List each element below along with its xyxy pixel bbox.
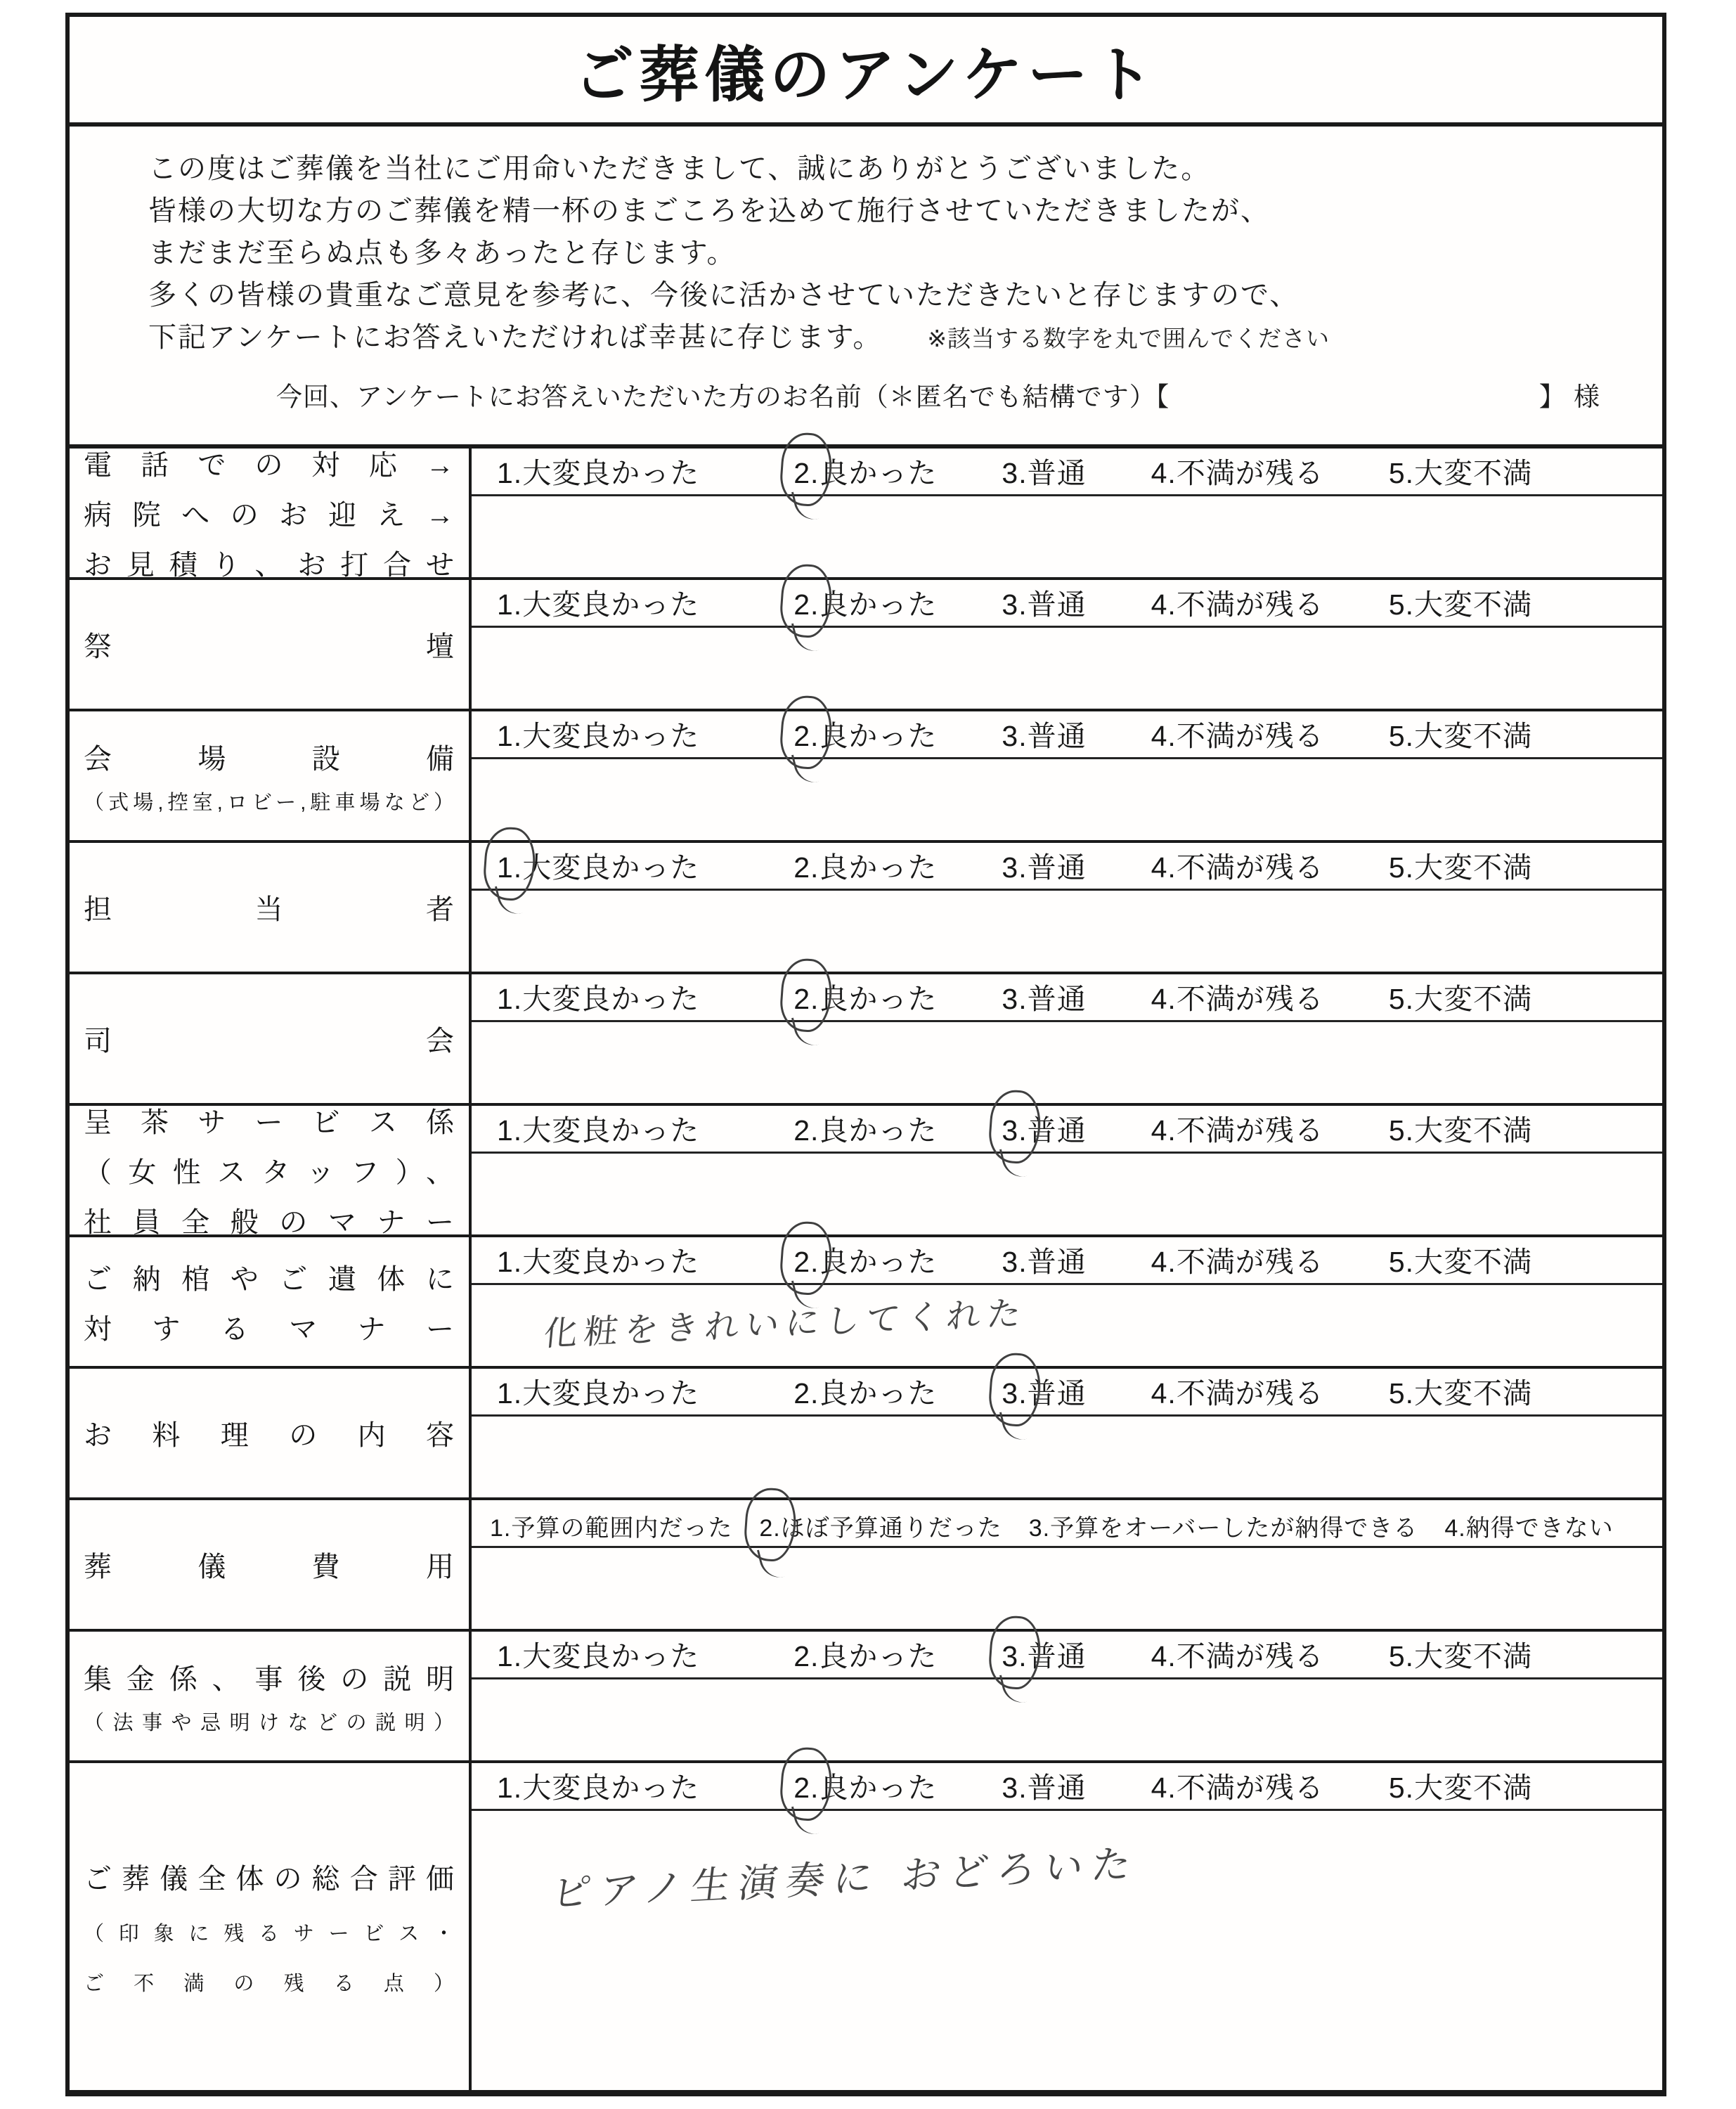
option-tea-service-staff-5 bbox=[1389, 1107, 1532, 1149]
option-meal-content-5 bbox=[1389, 1370, 1532, 1412]
option-text: 良かった bbox=[819, 457, 938, 489]
option-text: 良かった bbox=[819, 720, 938, 752]
option-number: 1. bbox=[497, 1640, 523, 1672]
option-text: 普通 bbox=[1027, 1772, 1087, 1804]
survey-row-altar bbox=[70, 580, 1662, 711]
option-text: 大変不満 bbox=[1414, 588, 1533, 621]
option-funeral-cost-4 bbox=[1444, 1509, 1613, 1543]
row-label-phone-contact bbox=[70, 449, 472, 581]
row-label-line: 葬儀費用 bbox=[84, 1552, 455, 1582]
intro-line: 皆様の大切な方のご葬儀を精一杯のまごころを込めて施行させていただきましたが、 bbox=[148, 195, 1270, 226]
row-answer-altar bbox=[472, 580, 1662, 709]
option-billing-explanation-3 bbox=[1002, 1633, 1086, 1675]
row-label-mc bbox=[70, 974, 472, 1103]
option-altar-1 bbox=[497, 581, 699, 623]
option-billing-explanation-4 bbox=[1151, 1633, 1324, 1675]
option-phone-contact-4 bbox=[1151, 450, 1324, 491]
option-number: 3. bbox=[1002, 457, 1028, 489]
option-text: 大変良かった bbox=[522, 1377, 700, 1410]
row-answer-billing-explanation bbox=[472, 1632, 1662, 1760]
option-number: 1. bbox=[497, 1246, 523, 1278]
option-text: 普通 bbox=[1027, 1377, 1087, 1410]
row-label-line: ご葬儀全体の総合評価 bbox=[84, 1864, 455, 1895]
circled-answer-number: 3. bbox=[1002, 1114, 1028, 1147]
circled-answer-number: 3. bbox=[1002, 1640, 1028, 1672]
option-number: 5. bbox=[1388, 983, 1415, 1015]
option-text: 良かった bbox=[819, 1640, 938, 1672]
option-venue-facilities-3 bbox=[1002, 713, 1086, 754]
option-number: 3. bbox=[1028, 1515, 1051, 1542]
comment-area-tea-service-staff bbox=[472, 1154, 1662, 1234]
option-text: 大変不満 bbox=[1414, 1772, 1533, 1804]
options-line bbox=[472, 711, 1662, 759]
option-mc-2 bbox=[793, 976, 937, 1017]
option-encoffining-manner-2 bbox=[793, 1239, 937, 1280]
option-venue-facilities-5 bbox=[1389, 713, 1532, 754]
survey-table bbox=[70, 449, 1662, 2090]
handwritten-comment: 化粧をきれいにしてくれた bbox=[542, 1294, 1030, 1354]
option-text: 普通 bbox=[1027, 1640, 1087, 1672]
option-overall-evaluation-2 bbox=[793, 1765, 937, 1806]
circled-answer-number: 1. bbox=[497, 851, 523, 884]
option-number: 1. bbox=[497, 983, 523, 1015]
row-answer-venue-facilities bbox=[472, 711, 1662, 840]
option-text: 大変良かった bbox=[522, 983, 700, 1015]
option-text: 良かった bbox=[819, 1246, 938, 1278]
option-altar-4 bbox=[1151, 581, 1324, 623]
option-text: 大変不満 bbox=[1414, 720, 1533, 752]
circled-answer-number: 2. bbox=[793, 1772, 820, 1804]
comment-area-billing-explanation bbox=[472, 1679, 1662, 1760]
row-label-billing-explanation bbox=[70, 1632, 472, 1760]
option-number: 1. bbox=[497, 720, 523, 752]
option-text: 不満が残る bbox=[1176, 1772, 1324, 1804]
option-mc-1 bbox=[497, 976, 699, 1017]
option-number: 3. bbox=[1002, 588, 1028, 621]
option-text: 予算の範囲内だった bbox=[511, 1515, 733, 1542]
option-venue-facilities-4 bbox=[1151, 713, 1324, 754]
option-text: 良かった bbox=[819, 588, 938, 621]
comment-area-meal-content bbox=[472, 1417, 1662, 1497]
options-line bbox=[472, 1632, 1662, 1679]
option-text: 大変不満 bbox=[1414, 1377, 1533, 1410]
option-text: 良かった bbox=[819, 1377, 938, 1410]
row-label-meal-content bbox=[70, 1369, 472, 1497]
handwritten-comment: ピアノ生演奏に おどろいた bbox=[549, 1840, 1142, 1916]
option-text: 良かった bbox=[819, 851, 938, 884]
option-number: 5. bbox=[1388, 457, 1415, 489]
option-text: 大変良かった bbox=[522, 1246, 700, 1278]
option-phone-contact-5 bbox=[1389, 450, 1532, 491]
option-text: 普通 bbox=[1027, 1114, 1087, 1147]
option-number: 4. bbox=[1151, 1114, 1177, 1147]
options-line bbox=[472, 1763, 1662, 1811]
options-line bbox=[472, 1500, 1662, 1548]
option-mc-5 bbox=[1389, 976, 1532, 1017]
option-number: 4. bbox=[1151, 457, 1177, 489]
option-number: 4. bbox=[1151, 1640, 1177, 1672]
options-line bbox=[472, 1106, 1662, 1154]
survey-row-overall-evaluation bbox=[70, 1763, 1662, 2090]
option-number: 1. bbox=[497, 1114, 523, 1147]
option-funeral-cost-2 bbox=[759, 1509, 1002, 1543]
option-altar-3 bbox=[1002, 581, 1086, 623]
option-number: 4. bbox=[1151, 1377, 1177, 1410]
options-line bbox=[472, 843, 1662, 891]
option-person-in-charge-5 bbox=[1389, 844, 1532, 886]
option-tea-service-staff-4 bbox=[1151, 1107, 1324, 1149]
survey-row-venue-facilities bbox=[70, 711, 1662, 843]
row-label-line: 集金係、事後の説明 bbox=[84, 1663, 455, 1695]
option-tea-service-staff-2 bbox=[793, 1107, 937, 1149]
row-label-venue-facilities bbox=[70, 711, 472, 840]
option-text: 不満が残る bbox=[1176, 457, 1324, 489]
row-label-line: お見積り、お打合せ bbox=[84, 550, 455, 581]
option-meal-content-2 bbox=[793, 1370, 937, 1412]
row-answer-person-in-charge bbox=[472, 843, 1662, 972]
option-meal-content-1 bbox=[497, 1370, 699, 1412]
option-meal-content-4 bbox=[1151, 1370, 1324, 1412]
option-number: 5. bbox=[1388, 1114, 1415, 1147]
option-text: 不満が残る bbox=[1176, 1246, 1324, 1278]
row-answer-funeral-cost bbox=[472, 1500, 1662, 1629]
row-label-line: （式場,控室,ロビー,駐車場など） bbox=[84, 791, 455, 814]
survey-row-encoffining-manner bbox=[70, 1237, 1662, 1369]
row-label-line: 会場設備 bbox=[84, 743, 455, 775]
row-label-line: お料理の内容 bbox=[84, 1420, 455, 1451]
row-answer-phone-contact bbox=[472, 449, 1662, 577]
option-meal-content-3 bbox=[1002, 1370, 1086, 1412]
option-funeral-cost-3 bbox=[1029, 1509, 1418, 1543]
option-number: 5. bbox=[1388, 1772, 1415, 1804]
option-billing-explanation-1 bbox=[497, 1633, 699, 1675]
row-label-line: （女性スタッフ）、 bbox=[84, 1157, 455, 1188]
option-altar-2 bbox=[793, 581, 937, 623]
option-phone-contact-1 bbox=[497, 450, 699, 491]
option-number: 5. bbox=[1388, 1377, 1415, 1410]
circled-answer-number: 2. bbox=[793, 1246, 820, 1278]
option-text: 予算をオーバーしたが納得できる bbox=[1050, 1515, 1418, 1542]
option-encoffining-manner-3 bbox=[1002, 1239, 1086, 1280]
options-line bbox=[472, 1237, 1662, 1285]
option-text: 大変良かった bbox=[522, 588, 700, 621]
comment-area-mc bbox=[472, 1022, 1662, 1103]
circled-answer-number: 2. bbox=[793, 457, 820, 489]
row-label-funeral-cost bbox=[70, 1500, 472, 1629]
option-text: 大変良かった bbox=[522, 851, 700, 884]
option-mc-3 bbox=[1002, 976, 1086, 1017]
survey-row-mc bbox=[70, 974, 1662, 1106]
row-label-line: 社員全般のマナー bbox=[84, 1207, 455, 1238]
row-label-line: 対するマナー bbox=[84, 1313, 455, 1345]
options-line bbox=[472, 580, 1662, 628]
option-tea-service-staff-3 bbox=[1002, 1107, 1086, 1149]
option-number: 4. bbox=[1151, 588, 1177, 621]
option-number: 5. bbox=[1388, 720, 1415, 752]
option-tea-service-staff-1 bbox=[497, 1107, 699, 1149]
option-text: 良かった bbox=[819, 1772, 938, 1804]
option-text: ほぼ予算通りだった bbox=[780, 1515, 1002, 1542]
option-number: 5. bbox=[1388, 851, 1415, 884]
intro-line: 多くの皆様の貴重なご意見を参考に、今後に活かさせていただきたいと存じますので、 bbox=[148, 280, 1300, 311]
comment-area-encoffining-manner bbox=[472, 1285, 1662, 1366]
comment-area-overall-evaluation bbox=[472, 1811, 1662, 2090]
survey-row-tea-service-staff bbox=[70, 1106, 1662, 1237]
option-number: 1. bbox=[490, 1515, 512, 1542]
option-text: 大変不満 bbox=[1414, 983, 1533, 1015]
option-number: 1. bbox=[497, 588, 523, 621]
survey-row-phone-contact bbox=[70, 449, 1662, 580]
option-text: 不満が残る bbox=[1176, 983, 1324, 1015]
intro-line: 下記アンケートにお答えいただければ幸甚に存じます。 bbox=[148, 322, 883, 353]
row-answer-mc bbox=[472, 974, 1662, 1103]
options-line bbox=[472, 449, 1662, 496]
option-number: 2. bbox=[793, 1377, 820, 1410]
option-text: 納得できない bbox=[1465, 1515, 1614, 1542]
option-person-in-charge-1 bbox=[497, 844, 699, 886]
intro-line-with-note bbox=[148, 316, 1620, 360]
intro-line: まだまだ至らぬ点も多々あったと存じます。 bbox=[148, 238, 737, 269]
option-number: 4. bbox=[1151, 983, 1177, 1015]
option-billing-explanation-2 bbox=[793, 1633, 937, 1675]
row-label-overall-evaluation bbox=[70, 1763, 472, 2090]
row-answer-meal-content bbox=[472, 1369, 1662, 1497]
option-number: 4. bbox=[1444, 1515, 1466, 1542]
option-text: 大変良かった bbox=[522, 457, 700, 489]
option-venue-facilities-1 bbox=[497, 713, 699, 754]
name-line-prefix: 今回、アンケートにお答えいただいた方のお名前（＊匿名でも結構です）【 bbox=[276, 382, 1170, 411]
option-number: 3. bbox=[1002, 983, 1028, 1015]
row-label-line: （法事や忌明けなどの説明） bbox=[84, 1711, 455, 1734]
option-encoffining-manner-5 bbox=[1389, 1239, 1532, 1280]
row-label-line: 担当者 bbox=[84, 894, 455, 925]
option-number: 1. bbox=[497, 1377, 523, 1410]
option-text: 大変良かった bbox=[522, 720, 700, 752]
survey-title: ご葬儀のアンケート bbox=[574, 41, 1158, 109]
option-overall-evaluation-1 bbox=[497, 1765, 699, 1806]
row-label-line: 祭壇 bbox=[84, 631, 455, 662]
respondent-name-line bbox=[276, 375, 1600, 413]
option-number: 5. bbox=[1388, 588, 1415, 621]
option-number: 3. bbox=[1002, 851, 1028, 884]
option-text: 不満が残る bbox=[1176, 851, 1324, 884]
option-number: 3. bbox=[1002, 1772, 1028, 1804]
option-number: 5. bbox=[1388, 1246, 1415, 1278]
option-text: 大変良かった bbox=[522, 1640, 700, 1672]
circled-answer-number: 2. bbox=[793, 720, 820, 752]
circled-answer-number: 2. bbox=[793, 588, 820, 621]
option-number: 4. bbox=[1151, 720, 1177, 752]
survey-row-funeral-cost bbox=[70, 1500, 1662, 1632]
option-text: 大変不満 bbox=[1414, 851, 1533, 884]
option-number: 2. bbox=[793, 851, 820, 884]
row-label-line: ご納棺やご遺体に bbox=[84, 1263, 455, 1295]
option-text: 普通 bbox=[1027, 983, 1087, 1015]
comment-area-funeral-cost bbox=[472, 1548, 1662, 1629]
row-label-line: ご不満の残る点） bbox=[84, 1973, 455, 1995]
option-mc-4 bbox=[1151, 976, 1324, 1017]
option-phone-contact-2 bbox=[793, 450, 937, 491]
option-number: 1. bbox=[497, 457, 523, 489]
option-text: 普通 bbox=[1027, 588, 1087, 621]
option-venue-facilities-2 bbox=[793, 713, 937, 754]
option-text: 大変不満 bbox=[1414, 1246, 1533, 1278]
row-label-encoffining-manner bbox=[70, 1237, 472, 1366]
option-person-in-charge-3 bbox=[1002, 844, 1086, 886]
option-number: 2. bbox=[793, 1640, 820, 1672]
row-label-line: 電話での対応→ bbox=[84, 450, 455, 481]
option-text: 普通 bbox=[1027, 1246, 1087, 1278]
option-number: 2. bbox=[793, 1114, 820, 1147]
survey-row-person-in-charge bbox=[70, 843, 1662, 974]
row-label-person-in-charge bbox=[70, 843, 472, 972]
option-encoffining-manner-1 bbox=[497, 1239, 699, 1280]
row-answer-tea-service-staff bbox=[472, 1106, 1662, 1234]
option-funeral-cost-1 bbox=[490, 1509, 732, 1543]
option-altar-5 bbox=[1389, 581, 1532, 623]
row-label-line: （印象に残るサービス・ bbox=[84, 1923, 455, 1945]
row-label-line: 司会 bbox=[84, 1026, 455, 1057]
intro-section bbox=[70, 127, 1662, 449]
option-number: 1. bbox=[497, 1772, 523, 1804]
option-number: 3. bbox=[1002, 1246, 1028, 1278]
comment-area-altar bbox=[472, 628, 1662, 709]
row-label-line: 病院へのお迎え→ bbox=[84, 500, 455, 531]
option-text: 不満が残る bbox=[1176, 1377, 1324, 1410]
option-text: 大変不満 bbox=[1414, 1640, 1533, 1672]
option-number: 4. bbox=[1151, 1772, 1177, 1804]
name-line-suffix: 】 様 bbox=[1539, 382, 1600, 411]
circle-instruction-note: ※該当する数字を丸で囲んでください bbox=[927, 325, 1330, 352]
option-text: 普通 bbox=[1027, 720, 1087, 752]
option-text: 不満が残る bbox=[1176, 720, 1324, 752]
option-text: 大変良かった bbox=[522, 1114, 700, 1147]
option-text: 普通 bbox=[1027, 851, 1087, 884]
option-text: 大変良かった bbox=[522, 1772, 700, 1804]
option-number: 4. bbox=[1151, 851, 1177, 884]
option-overall-evaluation-5 bbox=[1389, 1765, 1532, 1806]
row-label-line: 呈茶サービス係 bbox=[84, 1107, 455, 1138]
option-text: 良かった bbox=[819, 1114, 938, 1147]
survey-row-billing-explanation bbox=[70, 1632, 1662, 1763]
option-number: 5. bbox=[1388, 1640, 1415, 1672]
option-text: 大変不満 bbox=[1414, 457, 1533, 489]
comment-area-venue-facilities bbox=[472, 759, 1662, 840]
survey-row-meal-content bbox=[70, 1369, 1662, 1500]
option-overall-evaluation-3 bbox=[1002, 1765, 1086, 1806]
option-text: 良かった bbox=[819, 983, 938, 1015]
option-text: 大変不満 bbox=[1414, 1114, 1533, 1147]
option-overall-evaluation-4 bbox=[1151, 1765, 1324, 1806]
option-text: 普通 bbox=[1027, 457, 1087, 489]
options-line bbox=[472, 974, 1662, 1022]
options-line bbox=[472, 1369, 1662, 1417]
comment-area-phone-contact bbox=[472, 496, 1662, 577]
option-number: 3. bbox=[1002, 720, 1028, 752]
comment-area-person-in-charge bbox=[472, 891, 1662, 972]
survey-sheet bbox=[65, 13, 1666, 2096]
option-text: 不満が残る bbox=[1176, 1114, 1324, 1147]
option-encoffining-manner-4 bbox=[1151, 1239, 1324, 1280]
circled-answer-number: 2. bbox=[793, 983, 820, 1015]
option-text: 不満が残る bbox=[1176, 588, 1324, 621]
option-text: 不満が残る bbox=[1176, 1640, 1324, 1672]
intro-line: この度はご葬儀を当社にご用命いただきまして、誠にありがとうございました。 bbox=[148, 153, 1211, 184]
option-person-in-charge-2 bbox=[793, 844, 937, 886]
option-person-in-charge-4 bbox=[1151, 844, 1324, 886]
row-answer-overall-evaluation bbox=[472, 1763, 1662, 2090]
title-box bbox=[70, 17, 1662, 127]
circled-answer-number: 2. bbox=[759, 1515, 781, 1542]
option-phone-contact-3 bbox=[1002, 450, 1086, 491]
row-label-tea-service-staff bbox=[70, 1106, 472, 1238]
circled-answer-number: 3. bbox=[1002, 1377, 1028, 1410]
row-answer-encoffining-manner bbox=[472, 1237, 1662, 1366]
option-number: 4. bbox=[1151, 1246, 1177, 1278]
option-billing-explanation-5 bbox=[1389, 1633, 1532, 1675]
row-label-altar bbox=[70, 580, 472, 709]
